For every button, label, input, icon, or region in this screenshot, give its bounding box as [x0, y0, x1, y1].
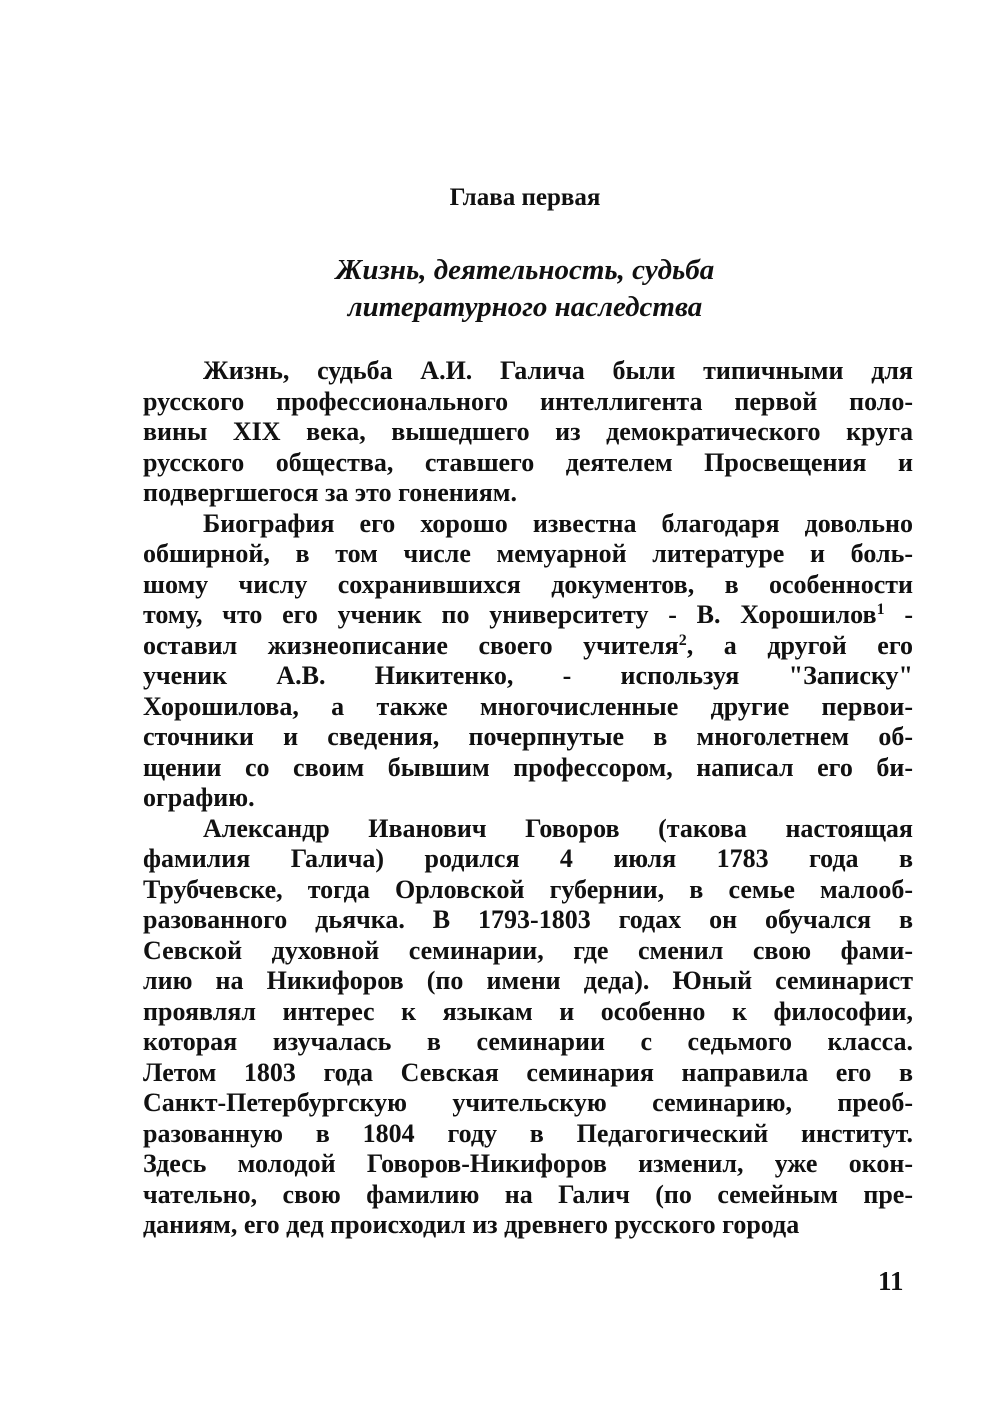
chapter-title-line: Жизнь, деятельность, судьба: [335, 254, 715, 286]
chapter-label: Глава первая: [449, 184, 601, 211]
text-segment: русского профессионального интеллигента первой поло-: [143, 386, 913, 416]
text-line: [143, 509, 913, 540]
text-segment: тому, что его ученик по университету - В. Хорошилов: [143, 600, 877, 629]
text-segment: обширной, в том числе мемуарной литературе и боль-: [143, 539, 913, 568]
text-line: [143, 1058, 913, 1089]
text-segment: -: [884, 600, 913, 629]
text-segment: Биография его хорошо известна благодаря довольно: [203, 508, 913, 538]
text-line: [143, 1149, 913, 1180]
text-line: [143, 570, 913, 601]
text-line: [143, 600, 913, 631]
text-segment: разованную в 1804 году в Педагогический институт.: [143, 1118, 913, 1148]
paragraph: [143, 356, 913, 509]
text-line: [143, 661, 913, 692]
paragraph: [143, 814, 913, 1241]
text-segment: русского общества, ставшего деятелем Просвещения и: [143, 447, 913, 477]
text-line: [143, 966, 913, 997]
text-line: [143, 539, 913, 570]
text-segment: даниям, его дед происходил из древнего русского города: [143, 1210, 800, 1239]
text-segment: чательно, свою фамилию на Галич (по семейным пре-: [143, 1179, 913, 1209]
text-line: [143, 1119, 913, 1150]
text-segment: Летом 1803 года Севская семинария направила его в: [143, 1057, 913, 1087]
text-segment: сточники и сведения, почерпнутые в многолетнем об-: [143, 722, 913, 751]
text-segment: ученик А.В. Никитенко, - используя "Записку": [143, 661, 913, 690]
text-line: [143, 997, 913, 1028]
body-text: [143, 356, 913, 1241]
text-line: [143, 1027, 913, 1058]
text-line: [143, 417, 913, 448]
footnote-reference: 1: [876, 601, 885, 618]
text-segment: Жизнь, судьба А.И. Галича были типичными для: [203, 356, 913, 385]
text-segment: подвергшегося за это гонениям.: [143, 478, 518, 507]
text-segment: щении со своим бывшим профессором, написал его би-: [143, 752, 913, 782]
text-line: [143, 844, 913, 875]
text-segment: разованного дьячка. В 1793-1803 годах он обучался в: [143, 905, 913, 934]
text-line: [143, 783, 913, 814]
text-line: [143, 814, 913, 845]
text-segment: оставил жизнеописание своего учителя: [143, 630, 679, 660]
text-segment: Хорошилова, а также многочисленные другие первои-: [143, 691, 913, 721]
text-segment: шому числу сохранившихся документов, в особенности: [143, 569, 913, 599]
text-line: [143, 478, 913, 509]
text-line: [143, 387, 913, 418]
text-segment: проявлял интерес к языкам и особенно к философии,: [143, 996, 913, 1026]
text-segment: Здесь молодой Говоров-Никифоров изменил, уже окон-: [143, 1149, 913, 1178]
text-segment: Севской духовной семинарии, где сменил свою фами-: [143, 935, 913, 965]
chapter-title-line: литературного наследства: [347, 291, 703, 323]
text-segment: ографию.: [143, 783, 255, 812]
text-segment: Санкт-Петербургскую учительскую семинарию, преоб-: [143, 1088, 913, 1117]
text-line: [143, 753, 913, 784]
text-line: [143, 1088, 913, 1119]
chapter-title: [0, 252, 1000, 326]
text-line: [143, 356, 913, 387]
text-segment: , а другой его: [686, 630, 913, 660]
text-line: [143, 631, 913, 662]
page-number: 11: [878, 1266, 904, 1296]
text-segment: Трубчевске, тогда Орловской губернии, в семье малооб-: [143, 874, 913, 904]
text-line: [143, 905, 913, 936]
text-segment: фамилия Галича) родился 4 июля 1783 года в: [143, 844, 913, 873]
text-segment: вины XIX века, вышедшего из демократического круга: [143, 417, 913, 446]
text-line: [143, 448, 913, 479]
paragraph: [143, 509, 913, 814]
text-line: [143, 1210, 913, 1241]
footnote-reference: 2: [678, 631, 687, 649]
text-line: [143, 936, 913, 967]
text-line: [143, 692, 913, 723]
text-line: [143, 722, 913, 753]
text-segment: лию на Никифоров (по имени деда). Юный семинарист: [143, 966, 913, 995]
text-segment: которая изучалась в семинарии с седьмого класса.: [143, 1027, 913, 1056]
text-line: [143, 1180, 913, 1211]
text-segment: Александр Иванович Говоров (такова настоящая: [203, 813, 913, 843]
text-line: [143, 875, 913, 906]
